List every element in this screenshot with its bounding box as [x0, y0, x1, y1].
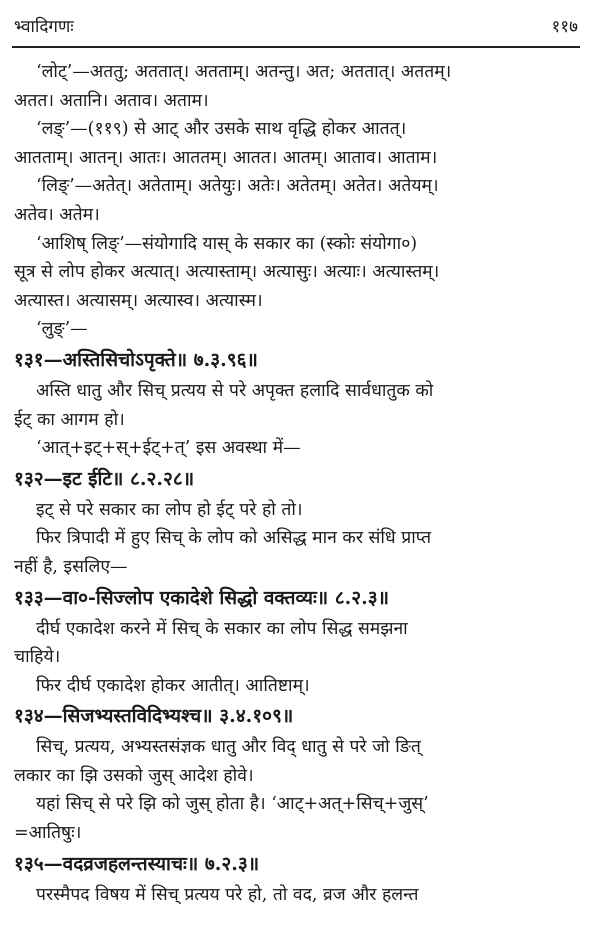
- text-line: सिच्, प्रत्यय, अभ्यस्तसंज्ञक धातु और विद् धातु से परे जो ङित्: [36, 737, 421, 758]
- text-line: आतताम्। आतन्। आतः। आततम्। आतत। आतम्। आताव। आताम।: [14, 147, 438, 168]
- text-line: =आतिषुः।: [14, 823, 82, 844]
- text-line: फिर दीर्घ एकादेश होकर आतीत्। आतिष्टाम्।: [36, 675, 310, 696]
- text-line: लकार का झि उसको जुस् आदेश होवे।: [14, 765, 254, 786]
- text-line: ‘आत्+इट्+स्+ईट्+त्’ इस अवस्था में—: [36, 438, 301, 459]
- running-title: भ्वादिगणः: [14, 16, 74, 37]
- text-line: दीर्घ एकादेश करने में सिच् के सकार का लोप सिद्ध समझना: [36, 618, 408, 639]
- text-line: अतेव। अतेम।: [14, 204, 100, 225]
- text-line: ‘लिङ्’—अतेत्। अतेताम्। अतेयुः। अतेः। अतेतम्। अतेत। अतेयम्।: [36, 176, 439, 197]
- sutra-heading: १३१—अस्तिसिचोऽपृक्ते॥ ७.३.९६॥: [14, 348, 258, 371]
- text-line: नहीं है, इसलिए—: [14, 556, 128, 577]
- sutra-heading: १३५—वदव्रजहलन्तस्याचः॥ ७.२.३॥: [14, 852, 260, 875]
- text-line: अतत। अतानि। अताव। अताम।: [14, 90, 209, 111]
- text-line: चाहिये।: [14, 647, 61, 668]
- sutra-heading: १३३—वा०-सिज्लोप एकादेशे सिद्धो वक्तव्यः॥ ८.२.३॥: [14, 586, 390, 609]
- text-line: ‘लङ्’—(११९) से आट् और उसके साथ वृद्धि होकर आतत्।: [36, 119, 407, 140]
- text-line: परस्मैपद विषय में सिच् प्रत्यय परे हो, तो वद, व्रज और हलन्त: [36, 884, 419, 905]
- text-line: इट् से परे सकार का लोप हो ईट् परे हो तो।: [36, 499, 303, 520]
- body-text: [14, 58, 582, 909]
- header-rule: [12, 46, 580, 48]
- text-line: ‘लोट्’—अततु; अततात्। अतताम्। अतन्तु। अत; अततात्। अततम्।: [36, 62, 452, 82]
- sutra-heading: १३२—इट ईटि॥ ८.२.२८॥: [14, 467, 195, 490]
- sutra-heading: १३४—सिजभ्यस्तविदिभ्यश्च॥ ३.४.१०९॥: [14, 705, 294, 728]
- text-line: सूत्र से लोप होकर अत्यात्। अत्यास्ताम्। अत्यासुः। अत्याः। अत्यास्तम्।: [14, 262, 440, 283]
- running-header: [14, 10, 578, 40]
- text-line: अत्यास्त। अत्यासम्। अत्यास्व। अत्यास्म।: [14, 290, 263, 311]
- text-line: यहां सिच् से परे झि को जुस् होता है। ‘आट्+अत्+सिच्+जुस्’: [36, 794, 429, 815]
- text-line: ‘लुङ्’—: [36, 319, 88, 340]
- page-number: ११७: [551, 16, 578, 37]
- text-line: ईट् का आगम हो।: [14, 409, 125, 430]
- text-line: फिर त्रिपादी में हुए सिच् के लोप को असिद्ध मान कर संधि प्राप्त: [36, 528, 432, 549]
- text-line: ‘आशिष् लिङ्’—संयोगादि यास् के सकार का (स्कोः संयोगा०): [36, 233, 418, 254]
- text-line: अस्ति धातु और सिच् प्रत्यय से परे अपृक्त हलादि सार्वधातुक को: [36, 380, 434, 401]
